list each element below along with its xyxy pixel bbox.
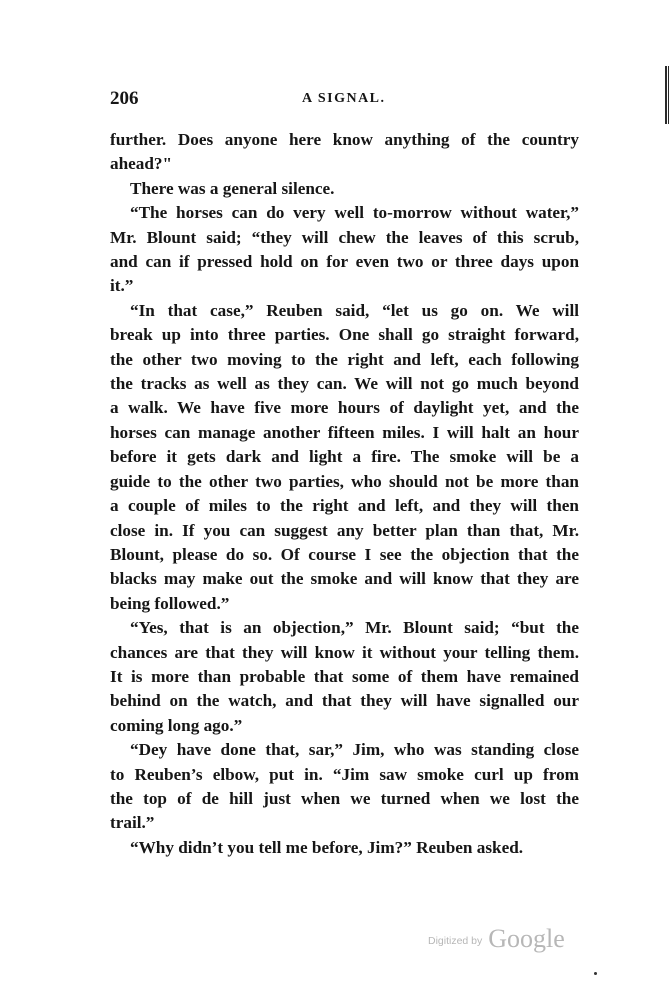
digitized-by-google-watermark: [428, 924, 565, 954]
text-line: to Reuben’s elbow, put in. “Jim saw smoke curl up from: [110, 764, 579, 784]
page-number: 206: [110, 88, 139, 109]
text-line: “In that case,” Reuben said, “let us go on. We will: [130, 300, 579, 320]
text-line: ahead?": [110, 154, 173, 174]
text-line: “Yes, that is an objection,” Mr. Blount said; “but the: [130, 618, 579, 638]
page-edge-mark: [665, 66, 669, 124]
body-text: [110, 128, 579, 860]
text-line: It is more than probable that some of them have remained: [110, 666, 579, 686]
text-line: chances are that they will know it without your telling them.: [110, 642, 579, 662]
watermark-prefix: Digitized by: [428, 935, 483, 947]
text-line: before it gets dark and light a fire. The smoke will be a: [110, 447, 579, 467]
text-line: further. Does anyone here know anything of the country: [110, 130, 579, 149]
text-line: the other two moving to the right and left, each following: [110, 349, 579, 369]
text-line: it.”: [110, 276, 134, 296]
text-line: coming long ago.”: [110, 715, 243, 735]
text-line: and can if pressed hold on for even two or three days upon: [110, 252, 579, 272]
running-head: A SIGNAL.: [302, 91, 386, 106]
text-line: Mr. Blount said; “they will chew the leaves of this scrub,: [110, 227, 579, 247]
page-header: [110, 88, 580, 114]
text-line: the top of de hill just when we turned when we lost the: [110, 788, 579, 808]
text-line: the tracks as well as they can. We will not go much beyond: [110, 374, 579, 394]
google-logo: Google: [488, 924, 565, 953]
print-speck: [594, 972, 597, 975]
text-line: being followed.”: [110, 593, 230, 613]
text-line: a walk. We have five more hours of daylight yet, and the: [110, 398, 579, 418]
text-line: close in. If you can suggest any better plan than that, Mr.: [110, 520, 579, 540]
text-line: “The horses can do very well to-morrow without water,”: [130, 203, 579, 223]
text-line: behind on the watch, and that they will have signalled our: [110, 691, 579, 711]
text-line: There was a general silence.: [130, 178, 335, 198]
text-line: horses can manage another fifteen miles. I will halt an hour: [110, 422, 579, 442]
text-line: a couple of miles to the right and left, and they will then: [110, 496, 579, 516]
text-line: blacks may make out the smoke and will know that they are: [110, 569, 579, 589]
text-line: Blount, please do so. Of course I see the objection that the: [110, 544, 579, 564]
text-line: guide to the other two parties, who should not be more than: [110, 471, 579, 491]
text-line: trail.”: [110, 813, 155, 833]
text-line: “Why didn’t you tell me before, Jim?” Reuben asked.: [130, 837, 524, 857]
text-line: break up into three parties. One shall go straight forward,: [110, 325, 579, 345]
text-line: “Dey have done that, sar,” Jim, who was standing close: [130, 740, 579, 760]
